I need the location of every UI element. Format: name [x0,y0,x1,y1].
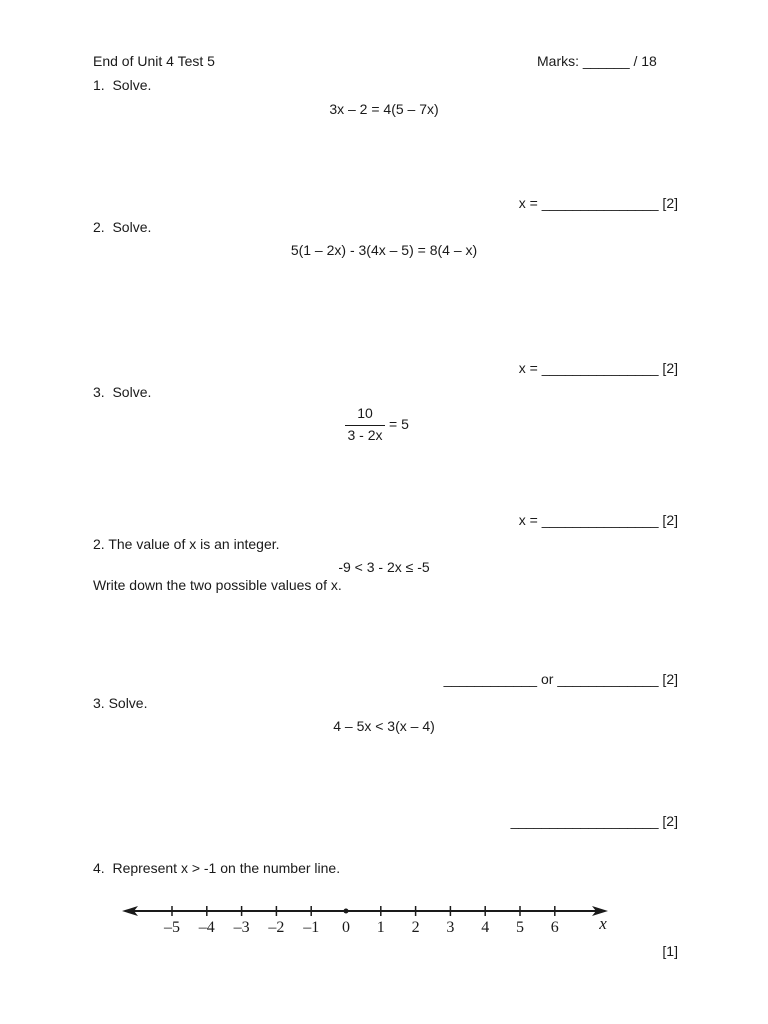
question-1-answer-line: x = _______________ [2] [518,195,678,211]
question-3-label: 3. Solve. [93,384,152,400]
question-1-label: 1. Solve. [93,77,152,93]
tick-zero-dot [344,909,349,914]
tick-label: 0 [342,919,350,936]
question-3-answer-line: x = _______________ [2] [518,512,678,528]
question-4-answer-line: ____________ or _____________ [2] [443,671,678,687]
tick-label: 5 [516,919,524,936]
axis-variable-label: x [599,914,607,933]
tick-label: 6 [550,919,559,936]
tick-label: –1 [303,919,320,936]
question-2-answer-line: x = _______________ [2] [518,360,678,376]
question-5-answer-line: ___________________ [2] [510,813,678,829]
tick-label: –3 [233,919,250,936]
test-title: End of Unit 4 Test 5 [93,53,215,69]
question-5-inequality: 4 – 5x < 3(x – 4) [333,718,435,734]
question-5-label: 3. Solve. [93,695,148,711]
tick-label: 1 [376,919,385,936]
question-4-instruction: Write down the two possible values of x. [93,577,342,593]
question-2-equation: 5(1 – 2x) - 3(4x – 5) = 8(4 – x) [290,242,478,258]
question-6-label: 4. Represent x > -1 on the number line. [93,860,341,876]
fraction-denominator: 3 - 2x [347,427,383,443]
question-2-label: 2. Solve. [93,219,152,235]
tick-label: 3 [446,919,455,936]
tick-label: –4 [198,919,215,936]
tick-label: –5 [164,919,180,936]
fraction-bar [345,425,385,426]
fraction-numerator: 10 [357,405,373,421]
marks-total: Marks: ______ / 18 [537,53,657,69]
number-line [0,895,768,955]
tick-label: –2 [268,919,285,936]
fraction-rhs: = 5 [389,416,409,432]
tick-label: 4 [481,919,490,936]
tick-label: 2 [411,919,420,936]
question-1-equation: 3x – 2 = 4(5 – 7x) [329,101,439,117]
question-6-marks: [1] [662,943,678,959]
question-4-label: 2. The value of x is an integer. [93,536,280,552]
question-4-inequality: -9 < 3 - 2x ≤ -5 [338,559,430,575]
